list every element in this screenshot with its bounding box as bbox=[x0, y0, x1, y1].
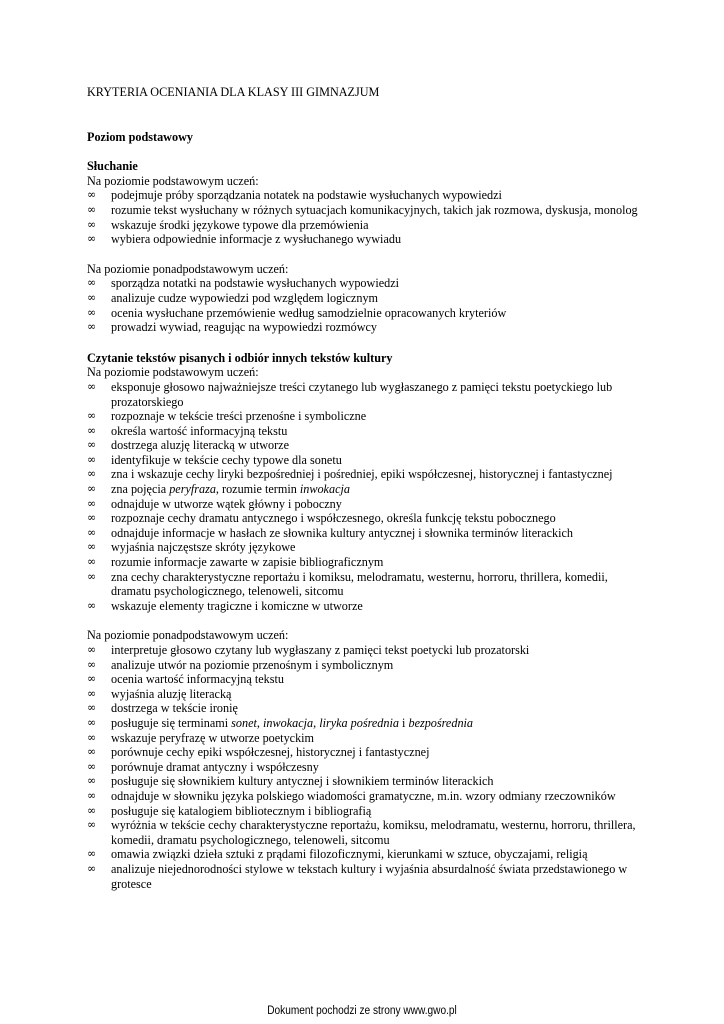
infinity-bullet-icon: ∞ bbox=[87, 452, 97, 466]
text-run: zna i wskazuje cechy liryki bezpośredniej i pośredniej, epiki współczesnej, historycznej i fantastycznej bbox=[111, 467, 613, 482]
list-item bbox=[87, 672, 647, 687]
text-run: wskazuje peryfrazę w utworze poetyckim bbox=[111, 730, 315, 745]
list-item bbox=[87, 745, 647, 760]
list-item-text bbox=[111, 232, 401, 246]
list-item bbox=[87, 716, 647, 731]
list-item bbox=[87, 658, 647, 673]
group-intro: Na poziomie ponadpodstawowym uczeń: bbox=[87, 628, 289, 643]
infinity-bullet-icon: ∞ bbox=[87, 202, 97, 216]
infinity-bullet-icon: ∞ bbox=[87, 745, 97, 759]
list-item-text bbox=[111, 658, 393, 672]
list-item bbox=[87, 862, 647, 891]
footer-source: Dokument pochodzi ze strony www.gwo.pl bbox=[267, 1005, 457, 1017]
list-item-text bbox=[111, 188, 502, 202]
list-item bbox=[87, 760, 647, 775]
infinity-bullet-icon: ∞ bbox=[87, 686, 97, 700]
list-item-text bbox=[111, 789, 616, 803]
list-item-text bbox=[111, 540, 295, 554]
text-run: , rozumie termin bbox=[215, 482, 300, 497]
text-run: analizuje niejednorodności stylowe w tekstach kultury i wyjaśnia absurdalność świata przedstawionego w grotesce bbox=[111, 861, 628, 891]
text-run: wyróżnia w tekście cechy charakterystyczne reportażu, komiksu, melodramatu, westernu, horroru, thrillera, komedii, dramatu psychologicznego, telenoweli, sitcomu bbox=[111, 818, 636, 847]
spacer bbox=[87, 247, 647, 262]
group-intro: Na poziomie podstawowym uczeń: bbox=[87, 173, 259, 188]
infinity-bullet-icon: ∞ bbox=[87, 730, 97, 744]
text-run: rozumie tekst wysłuchany w różnych sytuacjach komunikacyjnych, takich jak rozmowa, dyskusja, monolog bbox=[111, 202, 638, 217]
text-run: ocenia wartość informacyjną tekstu bbox=[111, 672, 284, 687]
text-run: wskazuje środki językowe typowe dla przemówienia bbox=[111, 217, 369, 232]
text-run: analizuje utwór na poziomie przenośnym i symbolicznym bbox=[111, 657, 394, 672]
infinity-bullet-icon: ∞ bbox=[87, 320, 97, 334]
list-item bbox=[87, 555, 647, 570]
list-item-text bbox=[111, 555, 383, 569]
list-item-text bbox=[111, 745, 429, 759]
list-item-text bbox=[111, 570, 608, 599]
list-item bbox=[87, 643, 647, 658]
italic-term: bezpośrednia bbox=[408, 715, 474, 730]
text-run: porównuje dramat antyczny i współczesny bbox=[111, 759, 319, 774]
list-item bbox=[87, 687, 647, 702]
section-title: Słuchanie bbox=[87, 159, 138, 174]
document-page bbox=[87, 85, 647, 891]
list-item bbox=[87, 731, 647, 746]
text-run: określa wartość informacyjną tekstu bbox=[111, 423, 288, 438]
group-intro: Na poziomie ponadpodstawowym uczeń: bbox=[87, 261, 289, 276]
infinity-bullet-icon: ∞ bbox=[87, 861, 97, 875]
document-title: KRYTERIA OCENIANIA DLA KLASY III GIMNAZJUM bbox=[87, 85, 380, 99]
list-item-text bbox=[111, 203, 638, 217]
infinity-bullet-icon: ∞ bbox=[87, 290, 97, 304]
level-heading: Poziom podstawowy bbox=[87, 129, 193, 144]
spacer bbox=[87, 613, 647, 628]
list-item bbox=[87, 380, 647, 409]
list-item bbox=[87, 789, 647, 804]
infinity-bullet-icon: ∞ bbox=[87, 467, 97, 481]
text-run: prowadzi wywiad, reagując na wypowiedzi rozmówcy bbox=[111, 320, 377, 335]
list-item-text bbox=[111, 218, 369, 232]
text-run: odnajduje w utworze wątek główny i poboczny bbox=[111, 496, 342, 511]
list-item bbox=[87, 188, 647, 203]
infinity-bullet-icon: ∞ bbox=[87, 657, 97, 671]
infinity-bullet-icon: ∞ bbox=[87, 818, 97, 832]
spacer bbox=[87, 335, 647, 351]
italic-term: sonet bbox=[231, 715, 257, 730]
list-item-text bbox=[111, 687, 231, 701]
list-item-text bbox=[111, 453, 342, 467]
text-run: zna cechy charakterystyczne reportażu i komiksu, melodramatu, westernu, horroru, thrillera, komedii, dramatu psychologicznego, telenoweli, sitcomu bbox=[111, 569, 608, 599]
list-item bbox=[87, 291, 647, 306]
list-item bbox=[87, 203, 647, 218]
text-run: analizuje cudze wypowiedzi pod względem logicznym bbox=[111, 290, 379, 305]
infinity-bullet-icon: ∞ bbox=[87, 598, 97, 612]
list-item-text bbox=[111, 672, 284, 686]
list-item bbox=[87, 818, 647, 847]
list-item bbox=[87, 847, 647, 862]
infinity-bullet-icon: ∞ bbox=[87, 847, 97, 861]
text-run: sporządza notatki na podstawie wysłuchanych wypowiedzi bbox=[111, 276, 400, 291]
list-item-text bbox=[111, 760, 319, 774]
list-item-text bbox=[111, 291, 378, 305]
list-item-text bbox=[111, 774, 493, 788]
list-item bbox=[87, 540, 647, 555]
list-item bbox=[87, 232, 647, 247]
infinity-bullet-icon: ∞ bbox=[87, 496, 97, 510]
list-item-text bbox=[111, 599, 363, 613]
text-run: odnajduje informacje w hasłach ze słownika kultury antycznej i słownika terminów literackich bbox=[111, 525, 573, 540]
list-item bbox=[87, 701, 647, 716]
list-item-text bbox=[111, 467, 613, 481]
list-item-text bbox=[111, 438, 289, 452]
list-item bbox=[87, 218, 647, 233]
italic-term: inwokacja bbox=[263, 715, 314, 730]
list-item bbox=[87, 320, 647, 335]
list-item bbox=[87, 804, 647, 819]
section bbox=[87, 351, 647, 891]
list-item bbox=[87, 526, 647, 541]
list-item-text bbox=[111, 276, 399, 290]
text-run: wybiera odpowiednie informacje z wysłuchanego wywiadu bbox=[111, 232, 402, 247]
list-item bbox=[87, 599, 647, 614]
infinity-bullet-icon: ∞ bbox=[87, 232, 97, 246]
infinity-bullet-icon: ∞ bbox=[87, 540, 97, 554]
italic-term: liryka pośrednia bbox=[319, 715, 399, 730]
list-item-text bbox=[111, 424, 287, 438]
text-run: odnajduje w słowniku języka polskiego wiadomości gramatyczne, m.in. wzory odmiany rzeczowników bbox=[111, 788, 616, 803]
infinity-bullet-icon: ∞ bbox=[87, 482, 97, 496]
list-item-text bbox=[111, 482, 350, 496]
list-item-text bbox=[111, 320, 377, 334]
infinity-bullet-icon: ∞ bbox=[87, 643, 97, 656]
text-run: porównuje cechy epiki współczesnej, historycznej i fantastycznej bbox=[111, 745, 430, 760]
list-item-text bbox=[111, 306, 506, 320]
infinity-bullet-icon: ∞ bbox=[87, 569, 97, 583]
text-run: , bbox=[256, 715, 263, 730]
list-item bbox=[87, 306, 647, 321]
infinity-bullet-icon: ∞ bbox=[87, 305, 97, 319]
criteria-list bbox=[87, 188, 647, 246]
list-item-text bbox=[111, 409, 366, 423]
list-item bbox=[87, 497, 647, 512]
section bbox=[87, 159, 647, 351]
infinity-bullet-icon: ∞ bbox=[87, 423, 97, 437]
group-intro: Na poziomie podstawowym uczeń: bbox=[87, 365, 259, 380]
text-run: dostrzega w tekście ironię bbox=[111, 701, 238, 716]
criteria-list bbox=[87, 643, 647, 891]
criteria-list bbox=[87, 380, 647, 614]
infinity-bullet-icon: ∞ bbox=[87, 788, 97, 802]
list-item-text bbox=[111, 716, 473, 730]
text-run: rozpoznaje cechy dramatu antycznego i współczesnego, określa funkcję tekstu pobocznego bbox=[111, 511, 556, 526]
text-run: , bbox=[313, 715, 320, 730]
italic-term: peryfraza bbox=[169, 482, 216, 497]
text-run: wskazuje elementy tragiczne i komiczne w utworze bbox=[111, 598, 363, 613]
text-run: ocenia wysłuchane przemówienie według samodzielnie opracowanych kryteriów bbox=[111, 305, 507, 320]
text-run: dostrzega aluzję literacką w utworze bbox=[111, 438, 289, 453]
list-item-text bbox=[111, 804, 371, 818]
text-run: wyjaśnia najczęstsze skróty językowe bbox=[111, 540, 296, 555]
infinity-bullet-icon: ∞ bbox=[87, 188, 97, 202]
list-item bbox=[87, 774, 647, 789]
criteria-sections bbox=[87, 159, 647, 891]
text-run: interpretuje głosowo czytany lub wygłaszany z pamięci tekst poetycki lub prozatorski bbox=[111, 643, 530, 657]
text-run: i bbox=[398, 715, 409, 730]
text-run: rozpoznaje w tekście treści przenośne i symboliczne bbox=[111, 409, 367, 424]
italic-term: inwokacja bbox=[299, 482, 350, 497]
list-item-text bbox=[111, 643, 529, 657]
infinity-bullet-icon: ∞ bbox=[87, 276, 97, 290]
list-item bbox=[87, 467, 647, 482]
list-item bbox=[87, 482, 647, 497]
text-run: eksponuje głosowo najważniejsze treści czytanego lub wygłaszanego z pamięci tekstu poetyckiego lub prozatorskiego bbox=[111, 379, 613, 409]
infinity-bullet-icon: ∞ bbox=[87, 379, 97, 393]
infinity-bullet-icon: ∞ bbox=[87, 701, 97, 715]
criteria-list bbox=[87, 276, 647, 334]
infinity-bullet-icon: ∞ bbox=[87, 803, 97, 817]
list-item-text bbox=[111, 526, 573, 540]
text-run: podejmuje próby sporządzania notatek na podstawie wysłuchanych wypowiedzi bbox=[111, 188, 502, 203]
list-item bbox=[87, 438, 647, 453]
list-item-text bbox=[111, 380, 612, 409]
text-run: zna pojęcia bbox=[111, 482, 170, 497]
infinity-bullet-icon: ∞ bbox=[87, 409, 97, 423]
infinity-bullet-icon: ∞ bbox=[87, 759, 97, 773]
list-item-text bbox=[111, 701, 238, 715]
text-run: identyfikuje w tekście cechy typowe dla sonetu bbox=[111, 452, 342, 467]
list-item bbox=[87, 409, 647, 424]
text-run: wyjaśnia aluzję literacką bbox=[111, 686, 232, 701]
list-item bbox=[87, 453, 647, 468]
list-item bbox=[87, 570, 647, 599]
text-run: rozumie informacje zawarte w zapisie bibliograficznym bbox=[111, 555, 384, 570]
section-title: Czytanie tekstów pisanych i odbiór innych tekstów kultury bbox=[87, 350, 393, 365]
infinity-bullet-icon: ∞ bbox=[87, 555, 97, 569]
list-item-text bbox=[111, 731, 314, 745]
infinity-bullet-icon: ∞ bbox=[87, 715, 97, 729]
infinity-bullet-icon: ∞ bbox=[87, 774, 97, 788]
list-item-text bbox=[111, 847, 587, 861]
list-item bbox=[87, 424, 647, 439]
infinity-bullet-icon: ∞ bbox=[87, 525, 97, 539]
infinity-bullet-icon: ∞ bbox=[87, 511, 97, 525]
list-item bbox=[87, 276, 647, 291]
list-item-text bbox=[111, 511, 556, 525]
text-run: posługuje się terminami bbox=[111, 715, 232, 730]
infinity-bullet-icon: ∞ bbox=[87, 672, 97, 686]
infinity-bullet-icon: ∞ bbox=[87, 438, 97, 452]
list-item-text bbox=[111, 862, 627, 891]
list-item-text bbox=[111, 818, 636, 847]
text-run: omawia związki dzieła sztuki z prądami filozoficznymi, kierunkami w sztuce, obyczajami, religią bbox=[111, 847, 588, 862]
list-item bbox=[87, 511, 647, 526]
text-run: posługuje się katalogiem bibliotecznym i bibliografią bbox=[111, 803, 372, 818]
text-run: posługuje się słownikiem kultury antycznej i słownikiem terminów literackich bbox=[111, 774, 494, 789]
list-item-text bbox=[111, 497, 342, 511]
infinity-bullet-icon: ∞ bbox=[87, 217, 97, 231]
